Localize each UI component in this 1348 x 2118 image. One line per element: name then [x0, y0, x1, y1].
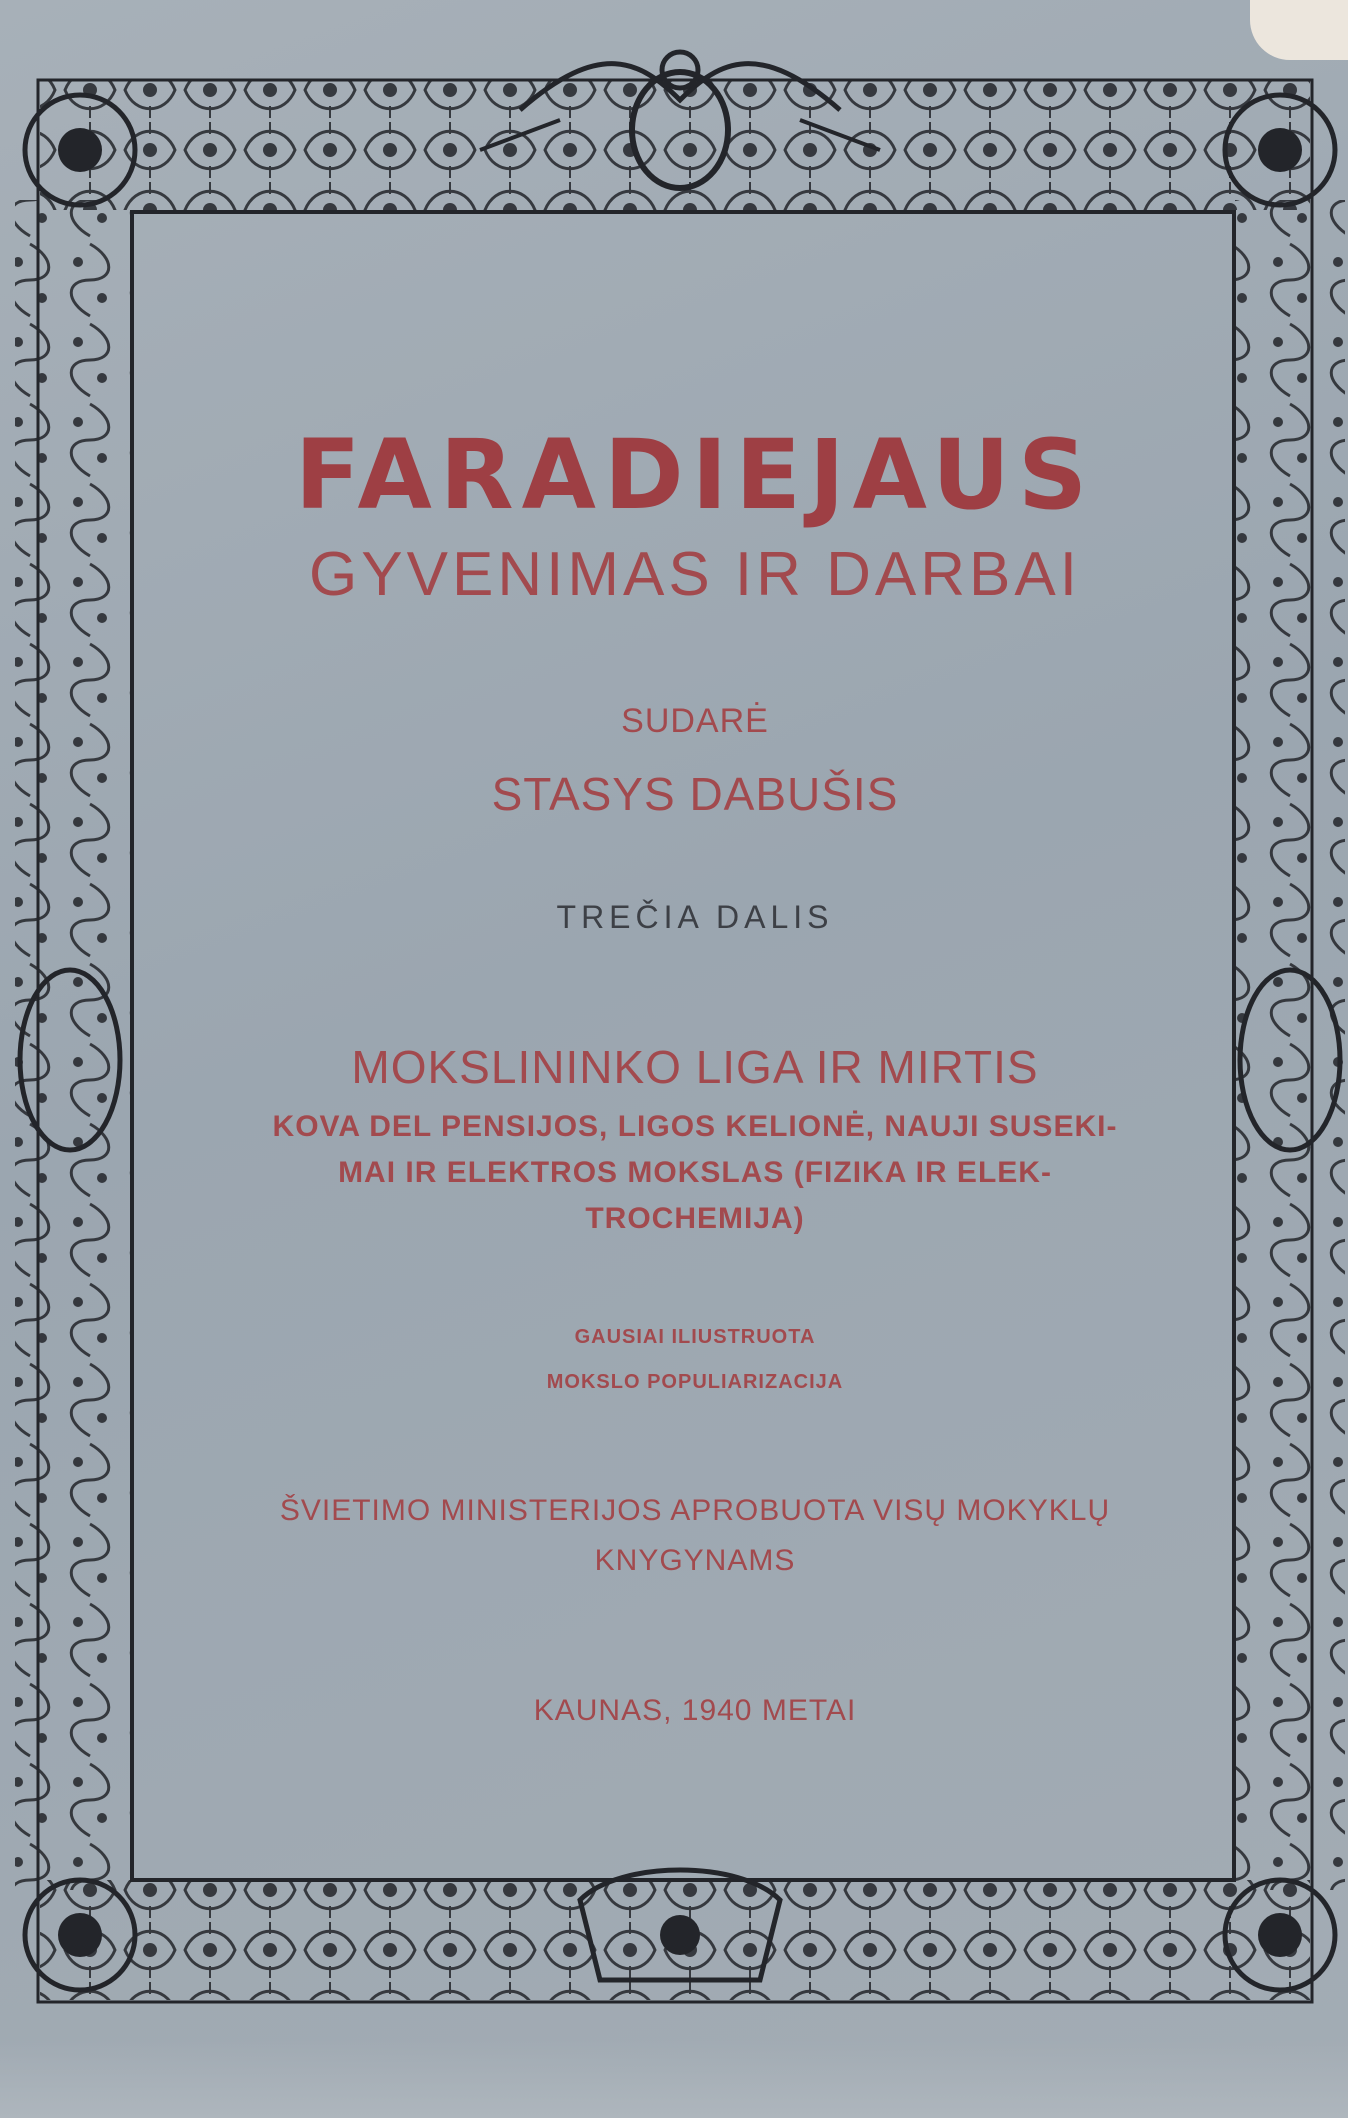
worn-edge	[0, 2040, 1348, 2118]
cover-text	[230, 420, 1160, 1728]
section-description-line: TROCHEMIJA)	[585, 1202, 805, 1235]
book-title: FARADIEJAUS	[294, 419, 1096, 531]
approval-line: ŠVIETIMO MINISTERIJOS APROBUOTA VISŲ MOKYKLŲ	[279, 1494, 1111, 1527]
illustrated-note: GAUSIAI ILIUSTRUOTA	[574, 1326, 816, 1348]
author-name: STASYS DABUŠIS	[491, 768, 899, 820]
section-description	[230, 1104, 1160, 1242]
approval-line: KNYGYNAMS	[594, 1544, 796, 1577]
section-description-line: KOVA DEL PENSIJOS, LIGOS KELIONĖ, NAUJI SUSEKI-	[272, 1110, 1118, 1143]
section-description-line: MAI IR ELEKTROS MOKSLAS (FIZIKA IR ELEK-	[338, 1156, 1052, 1189]
compiled-by-label: SUDARĖ	[621, 702, 769, 740]
approval-note	[230, 1486, 1160, 1586]
place-and-year: KAUNAS, 1940 METAI	[533, 1694, 857, 1727]
popularization-note: MOKSLO POPULIARIZACIJA	[546, 1371, 844, 1393]
section-title: MOKSLININKO LIGA IR MIRTIS	[351, 1041, 1039, 1093]
part-label: TREČIA DALIS	[556, 899, 834, 935]
book-subtitle: GYVENIMAS IR DARBAI	[309, 540, 1081, 609]
